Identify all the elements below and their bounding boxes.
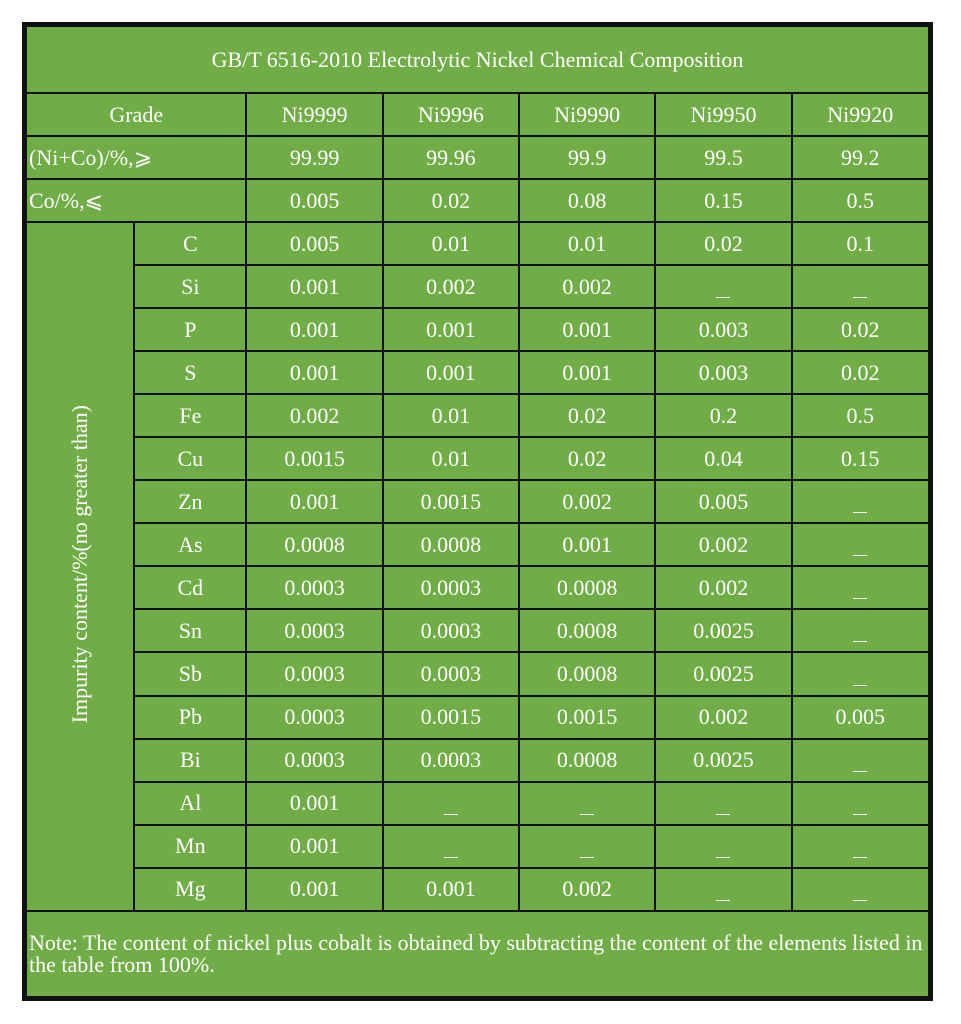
- element-name: Pb: [135, 697, 245, 738]
- impurity-value-empty: [656, 869, 790, 910]
- co-value: 0.08: [520, 180, 654, 221]
- impurity-value-empty: [793, 266, 928, 307]
- element-name: Fe: [135, 395, 245, 436]
- impurity-value-empty: [793, 524, 928, 565]
- impurity-value: 0.005: [793, 697, 928, 738]
- co-value: 0.15: [656, 180, 790, 221]
- impurity-row: [27, 395, 928, 436]
- element-name: Bi: [135, 740, 245, 781]
- impurity-value: 0.001: [247, 783, 381, 824]
- table-note: Note: The content of nickel plus cobalt is obtained by subtracting the content of the elements listed in the table from 100%.: [27, 912, 928, 996]
- impurity-value-empty: [793, 740, 928, 781]
- impurity-value: 0.001: [520, 309, 654, 350]
- co-value: 0.02: [384, 180, 518, 221]
- element-name: C: [135, 223, 245, 264]
- not-specified-dash: [716, 297, 730, 298]
- impurity-value: 0.2: [656, 395, 790, 436]
- impurity-value-empty: [520, 826, 654, 867]
- title-row: [27, 27, 928, 92]
- nico-value: 99.99: [247, 137, 381, 178]
- impurity-value: 0.0008: [384, 524, 518, 565]
- impurity-row: [27, 223, 928, 264]
- impurity-value: 0.001: [384, 352, 518, 393]
- impurity-value: 0.005: [656, 481, 790, 522]
- impurity-row: [27, 481, 928, 522]
- impurity-row: [27, 826, 928, 867]
- impurity-value: 0.0003: [247, 653, 381, 694]
- impurity-value: 0.005: [247, 223, 381, 264]
- element-name: Cu: [135, 438, 245, 479]
- impurity-value: 0.0015: [520, 697, 654, 738]
- element-name: Al: [135, 783, 245, 824]
- co-label: Co/%,⩽: [27, 180, 245, 221]
- grade-cell: Ni9950: [656, 94, 790, 135]
- impurity-value-empty: [656, 783, 790, 824]
- impurity-value: 0.0003: [247, 567, 381, 608]
- impurity-value: 0.0015: [247, 438, 381, 479]
- not-specified-dash: [853, 641, 867, 642]
- element-name: Cd: [135, 567, 245, 608]
- impurity-value: 0.0003: [384, 567, 518, 608]
- impurity-value: 0.002: [247, 395, 381, 436]
- nico-value: 99.2: [793, 137, 928, 178]
- impurity-value: 0.0003: [384, 610, 518, 651]
- element-name: Mn: [135, 826, 245, 867]
- nico-label: (Ni+Co)/%,⩾: [27, 137, 245, 178]
- not-specified-dash: [853, 297, 867, 298]
- not-specified-dash: [853, 598, 867, 599]
- impurity-value: 0.0008: [520, 653, 654, 694]
- not-specified-dash: [853, 512, 867, 513]
- impurity-value: 0.0008: [520, 740, 654, 781]
- impurity-value: 0.1: [793, 223, 928, 264]
- impurity-row: [27, 567, 928, 608]
- grade-row: [27, 94, 928, 135]
- impurity-value-empty: [656, 826, 790, 867]
- not-specified-dash: [853, 857, 867, 858]
- grade-cell: Ni9990: [520, 94, 654, 135]
- impurity-group-label-cell: [27, 223, 133, 910]
- impurity-value: 0.0003: [384, 740, 518, 781]
- impurity-value: 0.003: [656, 309, 790, 350]
- impurity-value: 0.001: [384, 869, 518, 910]
- impurity-value: 0.001: [384, 309, 518, 350]
- impurity-value: 0.002: [520, 869, 654, 910]
- impurity-value: 0.001: [247, 481, 381, 522]
- nico-row: [27, 137, 928, 178]
- impurity-value-empty: [793, 481, 928, 522]
- grade-cell: Ni9999: [247, 94, 381, 135]
- impurity-value: 0.02: [520, 395, 654, 436]
- impurity-value-empty: [793, 653, 928, 694]
- impurity-value: 0.0025: [656, 740, 790, 781]
- element-name: P: [135, 309, 245, 350]
- grade-cell: Ni9920: [793, 94, 928, 135]
- impurity-value: 0.0015: [384, 697, 518, 738]
- composition-table-frame: [22, 22, 933, 1001]
- not-specified-dash: [716, 900, 730, 901]
- impurity-value-empty: [384, 783, 518, 824]
- not-specified-dash: [853, 814, 867, 815]
- impurity-row: [27, 309, 928, 350]
- impurity-value-empty: [793, 610, 928, 651]
- impurity-row: [27, 438, 928, 479]
- impurity-value-empty: [793, 783, 928, 824]
- impurity-value: 0.0003: [247, 740, 381, 781]
- impurity-row: [27, 783, 928, 824]
- grade-cell: Ni9996: [384, 94, 518, 135]
- impurity-value: 0.003: [656, 352, 790, 393]
- impurity-value-empty: [384, 826, 518, 867]
- impurity-value: 0.15: [793, 438, 928, 479]
- impurity-value: 0.04: [656, 438, 790, 479]
- not-specified-dash: [853, 771, 867, 772]
- impurity-row: [27, 524, 928, 565]
- impurity-value: 0.002: [384, 266, 518, 307]
- not-specified-dash: [853, 685, 867, 686]
- impurity-value-empty: [793, 869, 928, 910]
- impurity-row: [27, 266, 928, 307]
- impurity-value: 0.01: [520, 223, 654, 264]
- co-row: [27, 180, 928, 221]
- element-name: Si: [135, 266, 245, 307]
- not-specified-dash: [580, 857, 594, 858]
- impurity-value: 0.002: [656, 697, 790, 738]
- impurity-value: 0.001: [247, 869, 381, 910]
- impurity-value: 0.002: [520, 266, 654, 307]
- not-specified-dash: [716, 857, 730, 858]
- not-specified-dash: [853, 900, 867, 901]
- nico-value: 99.9: [520, 137, 654, 178]
- table-title: GB/T 6516-2010 Electrolytic Nickel Chemical Composition: [27, 27, 928, 92]
- impurity-value-empty: [520, 783, 654, 824]
- impurity-value: 0.001: [520, 352, 654, 393]
- not-specified-dash: [444, 814, 458, 815]
- impurity-value: 0.02: [793, 309, 928, 350]
- impurity-value: 0.001: [247, 352, 381, 393]
- impurity-value: 0.01: [384, 395, 518, 436]
- not-specified-dash: [853, 555, 867, 556]
- composition-table: [25, 25, 930, 998]
- impurity-row: [27, 697, 928, 738]
- impurity-value: 0.0003: [247, 610, 381, 651]
- impurity-row: [27, 653, 928, 694]
- impurity-value: 0.002: [656, 524, 790, 565]
- impurity-value-empty: [793, 567, 928, 608]
- element-name: Zn: [135, 481, 245, 522]
- impurity-value: 0.5: [793, 395, 928, 436]
- impurity-value: 0.0003: [384, 653, 518, 694]
- impurity-value: 0.01: [384, 223, 518, 264]
- not-specified-dash: [444, 857, 458, 858]
- impurity-value: 0.0025: [656, 653, 790, 694]
- co-value: 0.005: [247, 180, 381, 221]
- impurity-value: 0.02: [656, 223, 790, 264]
- impurity-value: 0.0025: [656, 610, 790, 651]
- impurity-value: 0.0008: [247, 524, 381, 565]
- impurity-value: 0.0003: [247, 697, 381, 738]
- not-specified-dash: [580, 814, 594, 815]
- co-value: 0.5: [793, 180, 928, 221]
- impurity-group-label: Impurity content/%(no greater than): [67, 405, 93, 724]
- impurity-value: 0.001: [247, 826, 381, 867]
- note-row: [27, 912, 928, 996]
- impurity-value: 0.0015: [384, 481, 518, 522]
- not-specified-dash: [716, 814, 730, 815]
- element-name: Sb: [135, 653, 245, 694]
- impurity-value: 0.001: [247, 309, 381, 350]
- impurity-value: 0.0008: [520, 567, 654, 608]
- element-name: As: [135, 524, 245, 565]
- impurity-row: [27, 869, 928, 910]
- impurity-row: [27, 352, 928, 393]
- impurity-value: 0.001: [520, 524, 654, 565]
- impurity-value: 0.01: [384, 438, 518, 479]
- impurity-value: 0.002: [520, 481, 654, 522]
- nico-value: 99.5: [656, 137, 790, 178]
- impurity-value: 0.02: [793, 352, 928, 393]
- nico-value: 99.96: [384, 137, 518, 178]
- impurity-value: 0.001: [247, 266, 381, 307]
- grade-header: Grade: [27, 94, 245, 135]
- impurity-value-empty: [656, 266, 790, 307]
- element-name: S: [135, 352, 245, 393]
- impurity-value: 0.002: [656, 567, 790, 608]
- impurity-value: 0.02: [520, 438, 654, 479]
- impurity-row: [27, 740, 928, 781]
- impurity-value-empty: [793, 826, 928, 867]
- element-name: Mg: [135, 869, 245, 910]
- impurity-row: [27, 610, 928, 651]
- element-name: Sn: [135, 610, 245, 651]
- impurity-value: 0.0008: [520, 610, 654, 651]
